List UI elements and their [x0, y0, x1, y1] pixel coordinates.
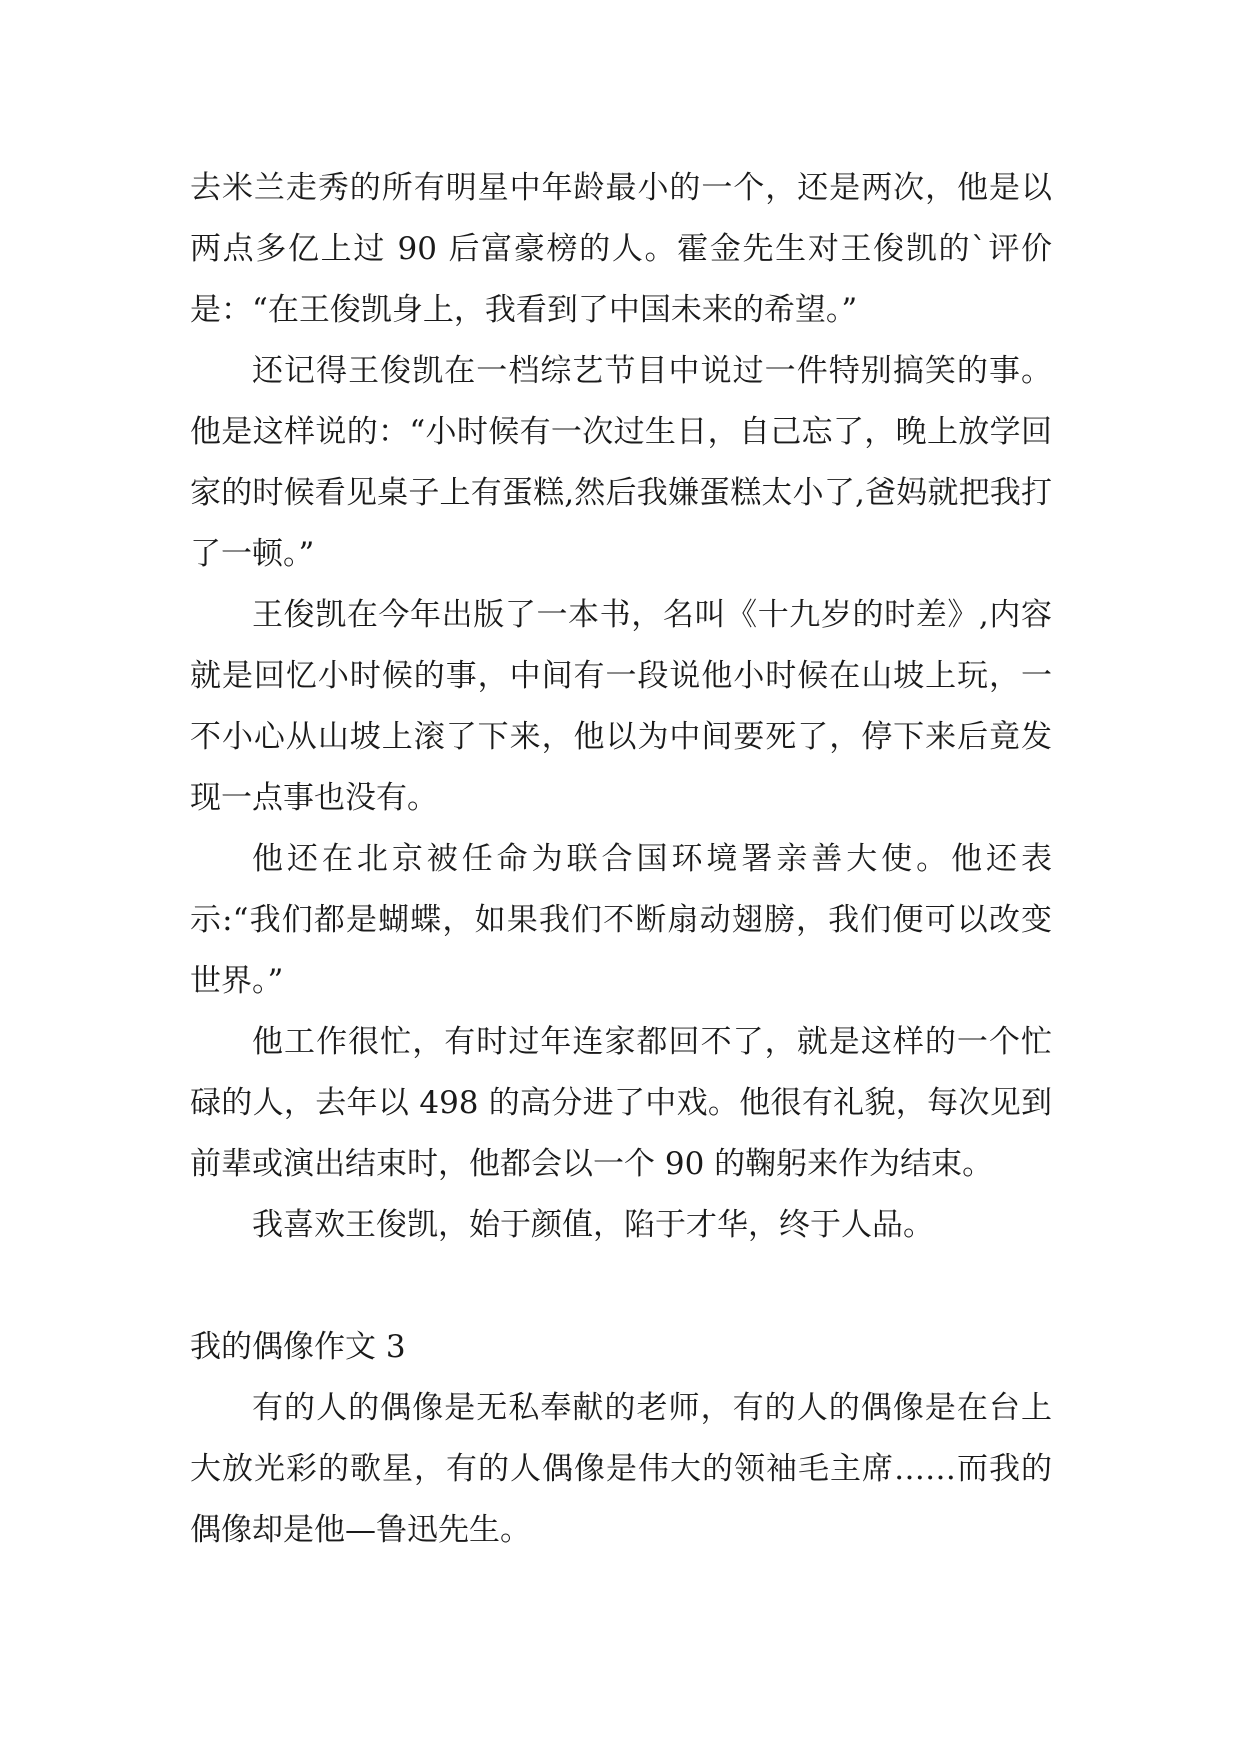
- paragraph-book: 王俊凯在今年出版了一本书，名叫《十九岁的时差》,内容就是回忆小时候的事，中间有一段说他小时候在山坡上玩，一不小心从山坡上滚了下来，他以为中间要死了，停下来后竟发现一点事也没有。: [190, 597, 1052, 816]
- paragraph-busy-work: 他工作很忙，有时过年连家都回不了，就是这样的一个忙碌的人，去年以 498 的高分进了中戏。他很有礼貌，每次见到前辈或演出结束时，他都会以一个 90 的鞠躬来作为结束。: [190, 1024, 1052, 1182]
- document-body: [190, 158, 1052, 1561]
- paragraph-conclusion: 我喜欢王俊凯，始于颜值，陷于才华，终于人品。: [252, 1207, 934, 1243]
- paragraph-section-intro: 有的人的偶像是无私奉献的老师，有的人的偶像是在台上大放光彩的歌星，有的人偶像是伟大的领袖毛主席……而我的偶像却是他—鲁迅先生。: [190, 1390, 1052, 1548]
- paragraph-variety-show: 还记得王俊凯在一档综艺节目中说过一件特别搞笑的事。他是这样说的：“小时候有一次过生日，自己忘了，晚上放学回家的时候看见桌子上有蛋糕,然后我嫌蛋糕太小了,爸妈就把我打了一顿。”: [190, 353, 1052, 572]
- section-title: 我的偶像作文 3: [190, 1329, 406, 1365]
- paragraph-ambassador: 他还在北京被任命为联合国环境署亲善大使。他还表示:“我们都是蝴蝶，如果我们不断扇动翅膀，我们便可以改变世界。”: [190, 841, 1052, 999]
- paragraph-continuation: 去米兰走秀的所有明星中年龄最小的一个，还是两次，他是以两点多亿上过 90 后富豪榜的人。霍金先生对王俊凯的`评价是：“在王俊凯身上，我看到了中国未来的希望。”: [190, 170, 1052, 328]
